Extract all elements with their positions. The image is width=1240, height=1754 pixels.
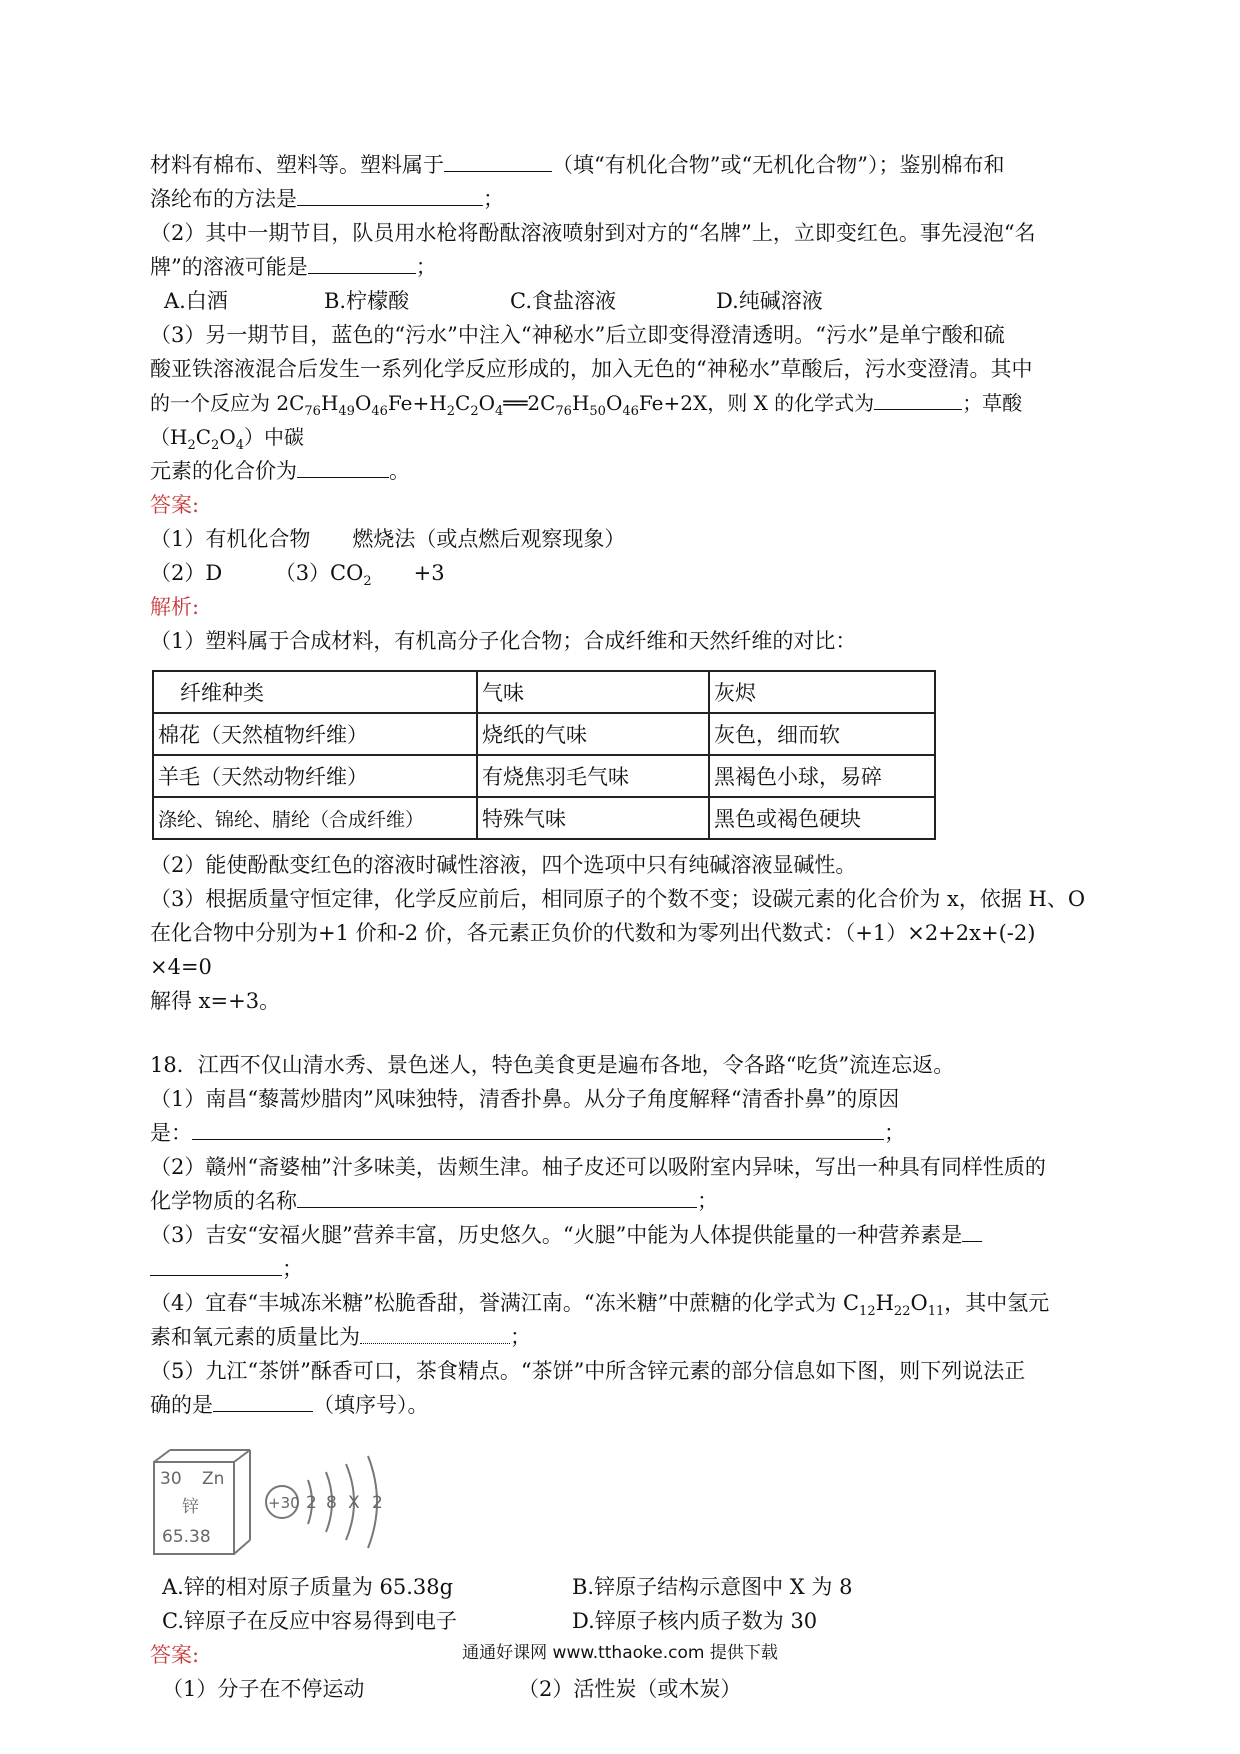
q18-part4-line2: 素和氧元素的质量比为 ； (150, 1320, 1100, 1354)
answer-blank (962, 1219, 982, 1242)
answer-blank (360, 1321, 510, 1344)
q18-choices-row2 (150, 1604, 1100, 1638)
answer-label: 答案: (150, 493, 200, 517)
answer-blank (444, 149, 552, 172)
zinc-element-figure (150, 1444, 1100, 1566)
q18-part1-line2: 是： ； (150, 1116, 1100, 1150)
answer-blank (150, 1253, 282, 1276)
zinc-atomic-number: 30 (160, 1469, 182, 1489)
q18-answers (150, 1672, 1100, 1706)
q17-options (150, 284, 1100, 318)
q18-part4: （4）宜春“丰城冻米糖”松脆香甜，誉满江南。“冻米糖”中蔗糖的化学式为 $C_{12}H_{22}O_{11}$，其中氢元 (150, 1291, 1050, 1320)
table-cell: 羊毛（天然动物纤维） (153, 755, 477, 797)
q17-line1: 材料有棉布、塑料等。塑料属于 （填“有机化合物”或“无机化合物”）；鉴别棉布和 (150, 148, 1100, 182)
fiber-comparison-table (152, 670, 936, 840)
table-cell: 烧纸的气味 (477, 713, 709, 755)
q17-analysis-3-line1: （3）根据质量守恒定律，化学反应前后，相同原子的个数不变；设碳元素的化合价为 x，依据 H、O (150, 887, 1086, 911)
answer-blank (297, 183, 483, 206)
zinc-name: 锌 (182, 1497, 199, 1517)
q18-part2: （2）赣州“斋婆柚”汁多味美，齿颊生津。柚子皮还可以吸附室内异味，写出一种具有同样性质的 (150, 1155, 1046, 1179)
q17-answer-2: （2）D $(3)CO_2$ +3 (150, 561, 445, 590)
q17-analysis-3-line2: 在化合物中分别为+1 价和-2 价，各元素正负价的代数和为零列出代数式：（+1）×2+2x+(-2) ×4=0 (150, 921, 1036, 979)
shell-count: 8 (326, 1493, 337, 1513)
table-cell: 黑色或褐色硬块 (709, 797, 935, 839)
q17-part2-line2: 牌”的溶液可能是 ； (150, 250, 1100, 284)
shell-count: 2 (372, 1493, 383, 1513)
option-b: B.柠檬酸 (324, 289, 410, 313)
table-row (153, 755, 935, 797)
table-cell: 特殊气味 (477, 797, 709, 839)
table-header-cell: 灰烬 (709, 671, 935, 713)
q18-choices-row1 (150, 1570, 1100, 1604)
shell-count: X (348, 1493, 360, 1513)
table-cell: 黑褐色小球，易碎 (709, 755, 935, 797)
q17-part3-line4: 元素的化合价为 。 (150, 454, 1100, 488)
choice-d: D.锌原子核内质子数为 30 (572, 1609, 818, 1633)
q18-answer-2: （2）活性炭（或木炭） (518, 1677, 742, 1701)
q18-part1: （1）南昌“藜蒿炒腊肉”风味独特，清香扑鼻。从分子角度解释“清香扑鼻”的原因 (150, 1087, 900, 1111)
answer-blank (297, 455, 389, 478)
q17-line2: 涤纶布的方法是 ； (150, 182, 1100, 216)
zinc-element-diagram (150, 1444, 410, 1564)
answer-blank (297, 1185, 697, 1208)
zinc-symbol: Zn (202, 1469, 225, 1489)
q18-part3-line2: ； (150, 1252, 1100, 1286)
answer-label: 答案: (150, 1643, 200, 1667)
q17-part3-line2: 酸亚铁溶液混合后发生一系列化学反应形成的，加入无色的“神秘水”草酸后，污水变澄清。其中 (150, 357, 1033, 381)
q17-analysis-3-line3: 解得 x=+3。 (150, 989, 281, 1013)
table-cell: 棉花（天然植物纤维） (153, 713, 477, 755)
q17-analysis-1: （1）塑料属于合成材料，有机高分子化合物；合成纤维和天然纤维的对比： (150, 629, 857, 653)
q18-part5-line2: 确的是 （填序号）。 (150, 1388, 1100, 1422)
table-cell: 涤纶、锦纶、腈纶（合成纤维） (153, 797, 477, 839)
option-c: C.食盐溶液 (510, 289, 616, 313)
q17-answer-1: （1）有机化合物 燃烧法（或点燃后观察现象） (150, 527, 626, 551)
shell-count: 2 (306, 1493, 317, 1513)
answer-blank (192, 1117, 884, 1140)
q17-part3-line3: 的一个反应为 $2C_{76}H_{49}O_{46}Fe+H_2C_2O_4══2C_{76}H_{50}O_{46}Fe+2X$，则 X 的化学式为 ；草酸$(H_2C_2O_4)$中碳 (150, 386, 1100, 454)
q18-part3: （3）吉安“安福火腿”营养丰富，历史悠久。“火腿”中能为人体提供能量的一种营养素是 (150, 1218, 1100, 1252)
table-row (153, 797, 935, 839)
table-header-row (153, 671, 935, 713)
q17-part3-line1: （3）另一期节目，蓝色的“污水”中注入“神秘水”后立即变得澄清透明。“污水”是单宁酸和硫 (150, 323, 1005, 347)
choice-a: A.锌的相对原子质量为 65.38g (162, 1575, 454, 1599)
table-cell: 灰色，细而软 (709, 713, 935, 755)
answer-blank (308, 251, 416, 274)
q18-answer-1: （1）分子在不停运动 (162, 1677, 365, 1701)
zinc-atomic-mass: 65.38 (162, 1527, 211, 1547)
page-footer: 通通好课网 www.tthaoke.com 提供下载 (462, 1643, 778, 1663)
analysis-label: 解析: (150, 595, 200, 619)
choice-b: B.锌原子结构示意图中 X 为 8 (572, 1575, 853, 1599)
option-a: A.白酒 (164, 289, 228, 313)
q18-part5: （5）九江“茶饼”酥香可口，茶食精点。“茶饼”中所含锌元素的部分信息如下图，则下列说法正 (150, 1359, 1026, 1383)
answer-blank (213, 1389, 313, 1412)
option-d: D.纯碱溶液 (716, 289, 823, 313)
q18-intro: 18．江西不仅山清水秀、景色迷人，特色美食更是遍布各地，令各路“吃货”流连忘返。 (150, 1053, 955, 1077)
answer-blank (874, 387, 962, 410)
choice-c: C.锌原子在反应中容易得到电子 (162, 1609, 457, 1633)
q17-analysis-2: （2）能使酚酞变红色的溶液时碱性溶液，四个选项中只有纯碱溶液显碱性。 (150, 853, 857, 877)
zinc-nucleus-charge: +30 (268, 1494, 300, 1512)
document-page (150, 148, 1100, 1706)
table-row (153, 713, 935, 755)
q17-part2: （2）其中一期节目，队员用水枪将酚酞溶液喷射到对方的“名牌”上，立即变红色。事先浸泡“名 (150, 221, 1036, 245)
q18-part2-line2: 化学物质的名称 ； (150, 1184, 1100, 1218)
table-cell: 有烧焦羽毛气味 (477, 755, 709, 797)
table-header-cell: 气味 (477, 671, 709, 713)
table-header-cell: 纤维种类 (153, 671, 477, 713)
